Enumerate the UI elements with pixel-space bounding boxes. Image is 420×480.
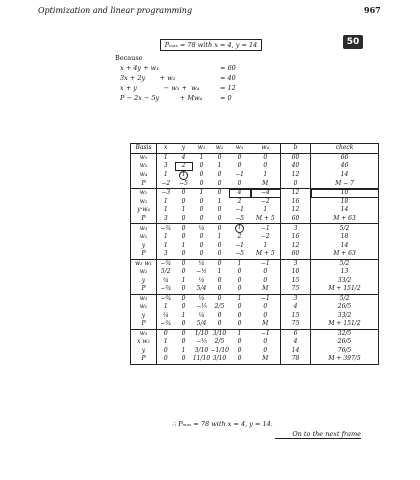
tableau-cell: M xyxy=(251,285,281,294)
tableau-header-cell: w₂ xyxy=(211,144,229,154)
tableau-cell: 3 xyxy=(281,294,311,303)
constraint-equations xyxy=(120,63,250,103)
tableau-cell: 1 xyxy=(217,268,222,276)
tableau-cell: 33/2 xyxy=(311,312,379,321)
tableau-cell: 2 xyxy=(175,162,193,171)
tableau-cell: w₃ w₁ xyxy=(131,259,157,268)
tableau-cell: −½ xyxy=(196,268,207,276)
tableau-cell: 16 xyxy=(281,198,311,207)
tableau-cell: 11/10 xyxy=(192,355,211,363)
pivot-element: 1 xyxy=(235,224,244,233)
tableau-cell: w₃ xyxy=(131,294,157,303)
tableau-cell: P xyxy=(131,320,157,329)
tableau-cell xyxy=(175,171,193,180)
tableau-row xyxy=(131,224,379,234)
equation-lhs: P − 2x − 5y + Mw₄ xyxy=(120,94,203,102)
tableau-cell: 10 xyxy=(311,189,379,198)
tableau-cell: 0 xyxy=(229,153,251,162)
tableau-cell: 33/2 xyxy=(311,277,379,286)
tableau-cell: 1 xyxy=(217,233,222,241)
tableau-cell: x w₂ xyxy=(131,338,157,347)
tableau-cell: 2/5 xyxy=(214,338,225,346)
tableau-cell: 1 xyxy=(181,241,186,249)
equation-lhs: x + y − w₃ + w₄ xyxy=(120,84,200,92)
equation-rhs: = 0 xyxy=(220,94,232,102)
tableau-header-cell: Basis xyxy=(131,144,157,154)
tableau-cell: 0 xyxy=(251,277,281,286)
tableau-cell: ¼ xyxy=(198,311,205,319)
tableau-cell: 3/10 xyxy=(211,329,229,338)
tableau-cell: 0 xyxy=(175,294,193,303)
tableau-cell: w₂ xyxy=(131,162,157,171)
tableau-cell: 0 xyxy=(199,233,204,241)
tableau-cell: w₁ xyxy=(131,189,157,198)
tableau-cell: 1 xyxy=(229,329,251,338)
tableau-cell: 0 xyxy=(175,224,193,234)
tableau-cell: 0 xyxy=(251,312,281,321)
tableau-cell: 1 xyxy=(181,206,186,214)
tableau-cell: −5 xyxy=(235,250,244,258)
tableau-cell: 2/5 xyxy=(214,303,225,311)
tableau-cell: −3 xyxy=(157,189,175,198)
tableau-cell: 0 xyxy=(217,285,222,293)
tableau-cell: 3/10 xyxy=(194,346,209,354)
tableau-cell: 12 xyxy=(281,171,311,180)
tableau-cell: w₄ xyxy=(131,171,157,180)
equation-row xyxy=(120,73,250,83)
tableau-cell: 1 xyxy=(251,242,281,251)
tableau-cell: 0 xyxy=(251,162,281,171)
tableau-cell: 12 xyxy=(281,242,311,251)
tableau-cell: 0 xyxy=(199,241,204,249)
tableau-cell: −1 xyxy=(251,224,281,234)
tableau-cell: 2 xyxy=(237,197,242,205)
tableau-row xyxy=(131,320,379,329)
tableau-cell: 10 xyxy=(281,268,311,277)
tableau-cell: −2 xyxy=(161,179,171,187)
tableau-cell: −1 xyxy=(251,259,281,268)
tableau-cell: 0 xyxy=(211,153,229,162)
tableau-cell: −1 xyxy=(251,329,281,338)
tableau-header-cell: w₄ xyxy=(251,144,281,154)
tableau-cell: 0 xyxy=(251,153,281,162)
tableau-cell: w₁ xyxy=(131,153,157,162)
tableau-cell: 12 xyxy=(281,189,311,198)
tableau-cell: 0 xyxy=(199,250,204,258)
tableau-row xyxy=(131,259,379,268)
tableau-cell: y·w₄ xyxy=(131,206,157,215)
tableau-cell: 15 xyxy=(281,312,311,321)
tableau-cell: w₂ xyxy=(131,198,157,207)
tableau-cell: 0 xyxy=(251,338,281,347)
tableau-row xyxy=(131,312,379,321)
tableau-cell: M + 151/2 xyxy=(311,285,379,294)
tableau-cell: 1 xyxy=(163,241,168,249)
tableau-cell: 1 xyxy=(193,153,211,162)
tableau-cell: 0 xyxy=(217,250,222,258)
tableau-cell: 0 xyxy=(237,311,242,319)
tableau-cell: −¾ xyxy=(157,259,175,268)
tableau-row xyxy=(131,180,379,189)
equation-lhs: 3x + 2y + w₂ xyxy=(120,74,176,82)
tableau-cell: y xyxy=(131,277,157,286)
tableau-cell: −1 xyxy=(235,206,244,214)
tableau-cell: 14 xyxy=(311,206,379,215)
tableau-row xyxy=(131,189,379,198)
tableau-cell: 3 xyxy=(281,259,311,268)
tableau-cell: −⅕ xyxy=(196,303,207,311)
tableau-cell: 0 xyxy=(199,171,204,178)
tableau-cell: 3 xyxy=(281,224,311,234)
tableau-cell: M + 63 xyxy=(311,250,379,259)
tableau-header-row xyxy=(131,144,379,154)
tableau-cell: w₂ xyxy=(131,233,157,242)
equation-row xyxy=(120,63,250,73)
tableau-cell: ¼ xyxy=(162,311,169,319)
tableau-cell: 0 xyxy=(175,189,193,198)
tableau-cell: ¼ xyxy=(193,224,211,234)
tableau-cell: ¼ xyxy=(162,276,169,284)
tableau-cell: w₃ xyxy=(131,329,157,338)
tableau-cell: 14 xyxy=(281,347,311,356)
tableau-cell: 4 xyxy=(175,153,193,162)
tableau-cell: ¼ xyxy=(198,276,205,284)
tableau-cell: M + 63 xyxy=(311,215,379,224)
tableau-cell: 3/10 xyxy=(211,355,229,364)
tableau-cell: 0 xyxy=(199,179,204,187)
tableau-cell: −5 xyxy=(235,214,244,222)
tableau-cell: 0 xyxy=(217,241,222,249)
tableau-cell: 0 xyxy=(157,329,175,338)
tableau-cell: 1 xyxy=(163,197,168,205)
tableau-cell: 0 xyxy=(211,294,229,303)
tableau-cell: 0 xyxy=(181,250,186,258)
tableau-cell: 0 xyxy=(217,206,222,214)
tableau-cell: 75 xyxy=(281,320,311,329)
tableau-cell: M − 7 xyxy=(311,180,379,189)
tableau-cell: 5/4 xyxy=(196,320,207,328)
tableau-cell: 0 xyxy=(181,303,186,311)
tableau-row xyxy=(131,355,379,364)
because-label: Because xyxy=(115,54,143,62)
equation-row xyxy=(120,83,250,93)
tableau-cell: 14 xyxy=(311,171,379,180)
tableau-cell: M xyxy=(251,180,281,189)
tableau-cell: −¾ xyxy=(160,285,172,293)
tableau-cell: 0 xyxy=(211,259,229,268)
tableau-cell: 5/4 xyxy=(196,285,207,293)
tableau-row xyxy=(131,206,379,215)
tableau-cell: P xyxy=(131,355,157,364)
page-number: 967 xyxy=(364,5,381,15)
tableau-cell: −1/10 xyxy=(210,346,230,354)
tableau-cell: 1 xyxy=(163,233,168,241)
tableau-row xyxy=(131,242,379,251)
tableau-cell: 1/10 xyxy=(193,329,211,338)
tableau-cell: 0 xyxy=(181,338,186,346)
tableau-cell: 1 xyxy=(163,303,168,311)
tableau-cell: 12 xyxy=(281,206,311,215)
tableau-cell: w₂ xyxy=(131,268,157,277)
tableau-cell: 1 xyxy=(181,346,186,354)
tableau-cell: 4 xyxy=(281,303,311,312)
tableau-row xyxy=(131,198,379,207)
tableau-cell: 32/5 xyxy=(311,329,379,338)
tableau-cell: 0 xyxy=(163,346,168,354)
tableau-header-cell: w₁ xyxy=(193,144,211,154)
tableau-cell: 5/2 xyxy=(311,224,379,234)
tableau-row xyxy=(131,162,379,171)
tableau-cell: 0 xyxy=(217,320,222,328)
tableau-cell: −¾ xyxy=(160,320,172,328)
tableau-cell: 1 xyxy=(251,206,281,215)
tableau-cell: 16 xyxy=(281,233,311,242)
tableau-cell: 1 xyxy=(217,197,222,205)
pivot-element: 1 xyxy=(179,171,188,180)
tableau-row xyxy=(131,250,379,259)
tableau-cell: M + 151/2 xyxy=(311,320,379,329)
tableau-row xyxy=(131,171,379,180)
tableau-cell: 0 xyxy=(217,179,222,187)
tableau-cell: y xyxy=(131,312,157,321)
tableau-cell: 15 xyxy=(281,277,311,286)
tableau-cell: −⅕ xyxy=(196,338,207,346)
tableau-cell: 0 xyxy=(251,268,281,277)
tableau-cell: 18 xyxy=(311,233,379,242)
tableau-cell: ¼ xyxy=(193,259,211,268)
tableau-cell: 0 xyxy=(181,197,186,205)
tableau-cell: 6 xyxy=(281,329,311,338)
tableau-row xyxy=(131,347,379,356)
running-header-title: Optimization and linear programming xyxy=(38,6,193,15)
tableau-cell: 0 xyxy=(237,320,242,328)
tableau-cell: P xyxy=(131,180,157,189)
tableau-cell xyxy=(229,224,251,234)
tableau-cell: 4 xyxy=(229,189,251,198)
tableau-cell: −¾ xyxy=(157,224,175,234)
tableau-row xyxy=(131,153,379,162)
tableau-cell: M + 397/5 xyxy=(311,355,379,364)
frame-number-badge: 50 xyxy=(343,35,363,49)
tableau-cell: 3 xyxy=(163,250,168,258)
tableau-cell: M xyxy=(251,320,281,329)
tableau-row xyxy=(131,338,379,347)
tableau-cell: M + 5 xyxy=(251,215,281,224)
tableau-cell: 0 xyxy=(199,162,204,170)
tableau-cell: 0 xyxy=(199,197,204,205)
tableau-cell: 0 xyxy=(237,276,242,284)
tableau-cell: −5 xyxy=(179,179,188,187)
tableau-cell: 1 xyxy=(229,294,251,303)
tableau-cell: 0 xyxy=(199,214,204,222)
tableau-header-cell: x xyxy=(157,144,175,154)
tableau-cell: 0 xyxy=(251,347,281,356)
tableau-cell: 1 xyxy=(181,311,186,319)
tableau-cell: 1 xyxy=(181,276,186,284)
tableau-cell: 0 xyxy=(217,311,222,319)
tableau-cell: 0 xyxy=(181,214,186,222)
tableau-cell: 0 xyxy=(237,162,242,170)
tableau-row xyxy=(131,294,379,303)
tableau-row xyxy=(131,233,379,242)
tableau-cell: 78 xyxy=(281,355,311,364)
tableau-cell: y xyxy=(131,347,157,356)
tableau-header-cell: w₃ xyxy=(229,144,251,154)
equation-rhs: = 40 xyxy=(220,74,236,82)
tableau-cell: 18 xyxy=(311,198,379,207)
tableau-cell: 40 xyxy=(281,162,311,171)
tableau-cell: 0 xyxy=(251,303,281,312)
tableau-cell: ¼ xyxy=(193,294,211,303)
tableau-cell: 75 xyxy=(281,285,311,294)
tableau-cell: 0 xyxy=(217,276,222,284)
tableau-cell: −1 xyxy=(251,294,281,303)
tableau-cell: 1 xyxy=(251,171,281,180)
tableau-cell: 0 xyxy=(175,329,193,338)
tableau-cell: 0 xyxy=(237,179,242,187)
tableau-cell: 0 xyxy=(181,320,186,328)
tableau-cell: 0 xyxy=(175,355,193,364)
tableau-cell: 0 xyxy=(237,346,242,354)
equation-rhs: = 60 xyxy=(220,64,236,72)
equation-lhs: x + 4y + w₁ xyxy=(120,64,159,72)
tableau-header-cell: y xyxy=(175,144,193,154)
tableau-cell: 0 xyxy=(237,268,242,276)
equation-row xyxy=(120,93,250,103)
tableau-cell: 1 xyxy=(229,259,251,268)
tableau-cell: −2 xyxy=(251,198,281,207)
tableau-cell: 76/5 xyxy=(311,347,379,356)
tableau-cell: 0 xyxy=(211,189,229,198)
tableau-cell: 2 xyxy=(237,233,242,241)
tableau-cell: 5/2 xyxy=(311,259,379,268)
tableau-row xyxy=(131,277,379,286)
tableau-cell: 0 xyxy=(237,285,242,293)
tableau-cell: 66 xyxy=(311,153,379,162)
tableau-cell: 0 xyxy=(217,214,222,222)
tableau-cell: 46 xyxy=(311,162,379,171)
result-box: Pₘₐₓ = 78 with x = 4, y = 14 xyxy=(160,39,262,51)
conclusion-text: ∴ Pₘₐₓ = 78 with x = 4, y = 14. xyxy=(172,420,273,428)
tableau-header-cell: b xyxy=(281,144,311,154)
tableau-cell: 26/5 xyxy=(311,338,379,347)
tableau-cell: 1 xyxy=(163,171,168,178)
tableau-cell: 0 xyxy=(211,224,229,234)
tableau-cell: 5/2 xyxy=(160,268,171,276)
tableau-cell: 1 xyxy=(157,153,175,162)
tableau-cell: 26/5 xyxy=(311,303,379,312)
tableau-cell: w₃ xyxy=(131,224,157,234)
tableau-cell: 0 xyxy=(157,355,175,364)
tableau-cell: y xyxy=(131,242,157,251)
tableau-cell: 0 xyxy=(229,355,251,364)
tableau-cell: 0 xyxy=(199,206,204,214)
tableau-cell: P xyxy=(131,215,157,224)
tableau-cell: 3 xyxy=(163,162,168,170)
tableau-cell: 0 xyxy=(175,259,193,268)
tableau-cell: w₂ xyxy=(131,303,157,312)
tableau-cell: M + 5 xyxy=(251,250,281,259)
tableau-cell: 0 xyxy=(181,268,186,276)
tableau-cell: 4 xyxy=(281,338,311,347)
tableau-cell: 0 xyxy=(217,171,222,178)
tableau-cell: 14 xyxy=(311,242,379,251)
tableau-cell: −2 xyxy=(251,233,281,242)
tableau-cell: 60 xyxy=(281,215,311,224)
next-frame-link[interactable]: On to the next frame xyxy=(275,430,361,439)
tableau-cell: 0 xyxy=(181,233,186,241)
tableau-cell: M xyxy=(251,355,281,364)
tableau-cell: −1 xyxy=(235,241,244,249)
tableau-row xyxy=(131,268,379,277)
tableau-cell: P xyxy=(131,285,157,294)
tableau-cell: 5/2 xyxy=(311,294,379,303)
tableau-row xyxy=(131,285,379,294)
tableau-cell: 13 xyxy=(311,268,379,277)
tableau-cell: P xyxy=(131,250,157,259)
tableau-cell: 1 xyxy=(163,338,168,346)
tableau-cell: 0 xyxy=(237,303,242,311)
simplex-tableau xyxy=(130,143,379,365)
tableau-header-cell: check xyxy=(311,144,379,154)
tableau-row xyxy=(131,329,379,338)
tableau-cell: 0 xyxy=(281,180,311,189)
equation-rhs: = 12 xyxy=(220,84,236,92)
tableau-cell: −4 xyxy=(251,189,281,198)
tableau-cell: 1 xyxy=(193,189,211,198)
tableau-cell: 3 xyxy=(163,214,168,222)
tableau-cell: 0 xyxy=(237,338,242,346)
tableau-cell: 60 xyxy=(281,250,311,259)
tableau-row xyxy=(131,215,379,224)
tableau-cell: −1 xyxy=(235,171,244,178)
tableau-cell: 1 xyxy=(217,162,222,170)
tableau-cell: 60 xyxy=(281,153,311,162)
tableau-row xyxy=(131,303,379,312)
tableau-cell: 1 xyxy=(163,206,168,214)
tableau-cell: −¾ xyxy=(157,294,175,303)
tableau-cell: 0 xyxy=(181,285,186,293)
